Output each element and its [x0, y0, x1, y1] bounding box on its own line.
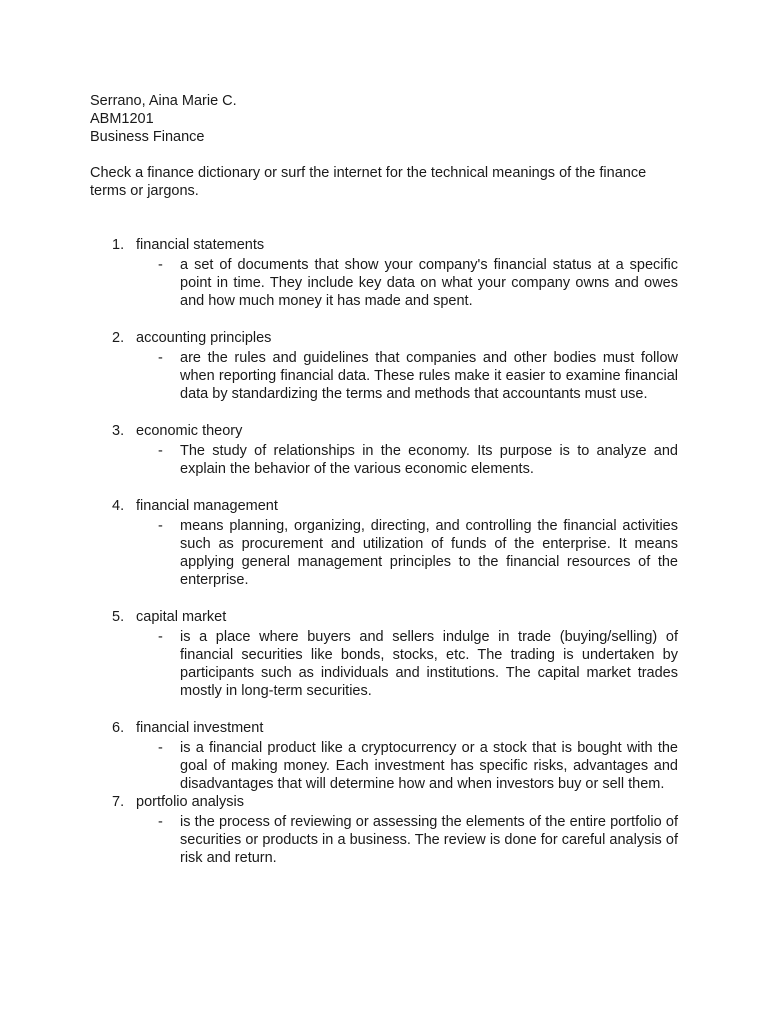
term-definition	[136, 628, 678, 700]
dash-bullet: -	[158, 740, 163, 756]
definition-text: a set of documents that show your company's financial status at a specific point in time. They include key data on what your company owns and owes and how much money it has made and spent.	[180, 257, 678, 309]
list-item	[90, 719, 678, 793]
dash-bullet: -	[158, 629, 163, 645]
term-definition	[136, 813, 678, 867]
definition-text: The study of relationships in the economy. Its purpose is to analyze and explain the behavior of the various economic elements.	[180, 443, 678, 477]
dash-bullet: -	[158, 443, 163, 459]
dash-bullet: -	[158, 814, 163, 830]
term-name: financial statements	[136, 237, 265, 253]
definition-text: is a financial product like a cryptocurrency or a stock that is bought with the goal of making money. Each investment has specific risks, advantages and disadvantages that will determine how and when investors buy or sell them.	[180, 740, 678, 792]
subject-name: Business Finance	[90, 129, 205, 145]
term-name: financial investment	[136, 720, 264, 736]
student-name: Serrano, Aina Marie C.	[90, 93, 237, 109]
list-item	[90, 422, 678, 478]
term-number: 5.	[112, 609, 125, 625]
definition-text: is a place where buyers and sellers indulge in trade (buying/selling) of financial securities like bonds, stocks, etc. The trading is undertaken by participants such as individuals and institutions. The capital market trades mostly in long-term securities.	[180, 629, 678, 699]
document-page	[90, 92, 678, 886]
term-name: capital market	[136, 609, 227, 625]
term-name: portfolio analysis	[136, 794, 244, 810]
term-definition	[136, 739, 678, 793]
term-number: 7.	[112, 794, 125, 810]
section-code: ABM1201	[90, 111, 154, 127]
term-number: 1.	[112, 237, 125, 253]
term-number: 4.	[112, 498, 125, 514]
term-number: 6.	[112, 720, 125, 736]
term-name: economic theory	[136, 423, 243, 439]
term-definition	[136, 256, 678, 310]
list-item	[90, 793, 678, 867]
term-definition	[136, 517, 678, 589]
list-item	[90, 329, 678, 403]
definition-text: means planning, organizing, directing, and controlling the financial activities such as procurement and utilization of funds of the enterprise. It means applying general management principles to the financial resources of the enterprise.	[180, 518, 678, 588]
dash-bullet: -	[158, 350, 163, 366]
dash-bullet: -	[158, 257, 163, 273]
term-number: 2.	[112, 330, 125, 346]
term-name: accounting principles	[136, 330, 272, 346]
term-definition	[136, 349, 678, 403]
term-definition	[136, 442, 678, 478]
list-item	[90, 236, 678, 310]
terms-list	[90, 236, 678, 867]
list-item	[90, 608, 678, 700]
term-number: 3.	[112, 423, 125, 439]
definition-text: is the process of reviewing or assessing the elements of the entire portfolio of securities or products in a business. The review is done for careful analysis of risk and return.	[180, 814, 678, 866]
term-name: financial management	[136, 498, 278, 514]
instructions-text: Check a finance dictionary or surf the internet for the technical meanings of the finance terms or jargons.	[90, 165, 647, 199]
dash-bullet: -	[158, 518, 163, 534]
definition-text: are the rules and guidelines that companies and other bodies must follow when reporting financial data. These rules make it easier to examine financial data by standardizing the terms and methods that accountants must use.	[180, 350, 678, 402]
list-item	[90, 497, 678, 589]
